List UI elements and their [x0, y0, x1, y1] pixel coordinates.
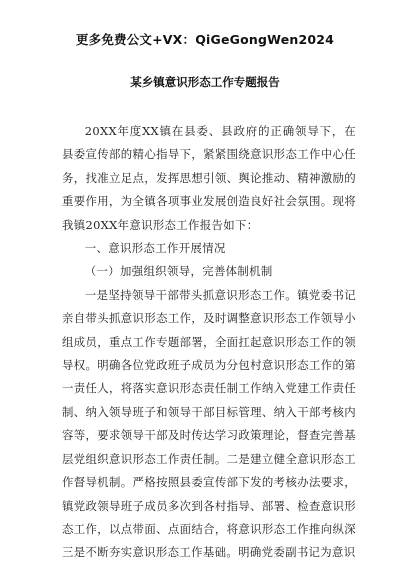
subsection-heading: （一）加强组织领导，完善体制机制	[84, 264, 273, 279]
document-title: 某乡镇意识形态工作专题报告	[130, 75, 280, 89]
section-heading: 一、意识形态工作开展情况	[84, 241, 226, 256]
intro-paragraph: 20XX年度XX镇在县委、县政府的正确领导下，在县委宣传部的精心指导下，紧紧围绕意识形态工作中心任务，找准立足点，发挥思想引领、舆论推动、精神激励的重要作用，为全镇各项事业发展创造良好社会氛围。现将我镇20XX年意识形态工作报告如下：	[62, 124, 356, 232]
body-paragraph: 一是坚持领导干部带头抓意识形态工作。镇党委书记亲自带头抓意识形态工作，及时调整意识形态工作领导小组成员，重点工作专题部署，全面扛起意识形态工作的领导权。明确各位党政班子成员为分包村意识形态工作的第一责任人，将落实意识形态责任制工作纳入党建工作责任制、纳入领导班子和领导干部目标管理、纳入干部考核内容等，要求领导干部及时传达学习政策理论，督查完善基层党组织意识形态工作责任制。二是建立健全意识形态工作督导机制。严格按照县委宣传部下发的考核办法要求，镇党政领导班子成员多次到各村指导、部署、检查意识形态工作，以点带面、点面结合，将意识形态工作推向纵深三是不断夯实意识形态工作基础。明确党委副书记为意识	[62, 287, 356, 560]
watermark-text: 更多免费公文+VX：QiGeGongWen2024	[75, 32, 335, 47]
document-body	[62, 120, 356, 565]
